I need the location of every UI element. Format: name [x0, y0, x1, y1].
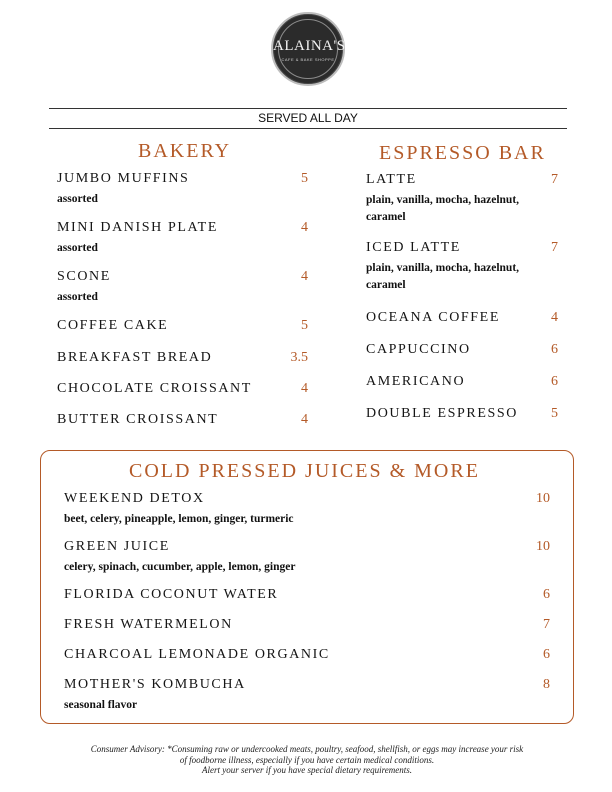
- item-price: 4: [301, 381, 308, 396]
- item-price: 5: [551, 406, 558, 421]
- item-name: DOUBLE ESPRESSO: [366, 406, 518, 421]
- item-price: 7: [551, 172, 558, 187]
- bottom-rule: [49, 128, 567, 129]
- item-description: beet, celery, pineapple, lemon, ginger, turmeric: [64, 513, 294, 525]
- item-description: plain, vanilla, mocha, hazelnut, caramel: [366, 194, 520, 223]
- item-name: FRESH WATERMELON: [64, 617, 233, 632]
- item-name: OCEANA COFFEE: [366, 310, 500, 325]
- item-name: BREAKFAST BREAD: [57, 350, 213, 365]
- item-price: 10: [536, 491, 550, 506]
- item-name: LATTE: [366, 172, 417, 187]
- item-name: CHOCOLATE CROISSANT: [57, 381, 252, 396]
- espresso-bar-title: ESPRESSO BAR: [379, 142, 546, 164]
- item-description: assorted: [57, 193, 98, 205]
- item-price: 6: [543, 647, 550, 662]
- logo-name: ALAINA'S: [273, 38, 346, 54]
- juices-title: COLD PRESSED JUICES & MORE: [129, 460, 480, 482]
- item-price: 4: [301, 269, 308, 284]
- item-price: 6: [551, 374, 558, 389]
- item-description: seasonal flavor: [64, 699, 138, 711]
- item-name: JUMBO MUFFINS: [57, 171, 190, 186]
- item-price: 6: [543, 587, 550, 602]
- item-description: plain, vanilla, mocha, hazelnut, caramel: [366, 262, 520, 291]
- item-price: 7: [543, 617, 550, 632]
- item-name: COFFEE CAKE: [57, 318, 169, 333]
- item-description: assorted: [57, 242, 98, 254]
- item-name: ICED LATTE: [366, 240, 461, 255]
- item-price: 5: [301, 171, 308, 186]
- item-name: FLORIDA COCONUT WATER: [64, 587, 279, 602]
- item-name: SCONE: [57, 269, 111, 284]
- served-all-day-label: SERVED ALL DAY: [258, 111, 358, 125]
- advisory-line-3: Alert your server if you have special dietary requirements.: [201, 765, 413, 775]
- item-price: 4: [301, 412, 308, 427]
- logo-tagline: CAFE & BAKE SHOPPE: [281, 57, 335, 62]
- item-price: 10: [536, 539, 550, 554]
- item-price: 6: [551, 342, 558, 357]
- cafe-logo: [271, 12, 345, 86]
- item-name: MINI DANISH PLATE: [57, 220, 218, 235]
- item-description: celery, spinach, cucumber, apple, lemon, ginger: [64, 561, 296, 573]
- bakery-title: BAKERY: [138, 140, 232, 162]
- advisory-line-2: of foodborne illness, especially if you have certain medical conditions.: [179, 754, 435, 765]
- item-description: assorted: [57, 291, 98, 303]
- item-price: 5: [301, 318, 308, 333]
- top-rule: [49, 108, 567, 109]
- item-price: 4: [301, 220, 308, 235]
- item-name: CHARCOAL LEMONADE ORGANIC: [64, 647, 330, 662]
- item-price: 4: [551, 310, 558, 325]
- item-name: MOTHER'S KOMBUCHA: [64, 677, 246, 692]
- item-name: CAPPUCCINO: [366, 342, 471, 357]
- item-price: 7: [551, 240, 558, 255]
- item-price: 3.5: [290, 350, 308, 365]
- consumer-advisory: [40, 744, 574, 776]
- item-price: 8: [543, 677, 550, 692]
- item-name: BUTTER CROISSANT: [57, 412, 219, 427]
- item-name: WEEKEND DETOX: [64, 491, 205, 506]
- item-name: GREEN JUICE: [64, 539, 170, 554]
- advisory-line-1: Consumer Advisory: *Consuming raw or undercooked meats, poultry, seafood, shellfish, or eggs may increase your risk: [90, 744, 524, 754]
- item-name: AMERICANO: [366, 374, 466, 389]
